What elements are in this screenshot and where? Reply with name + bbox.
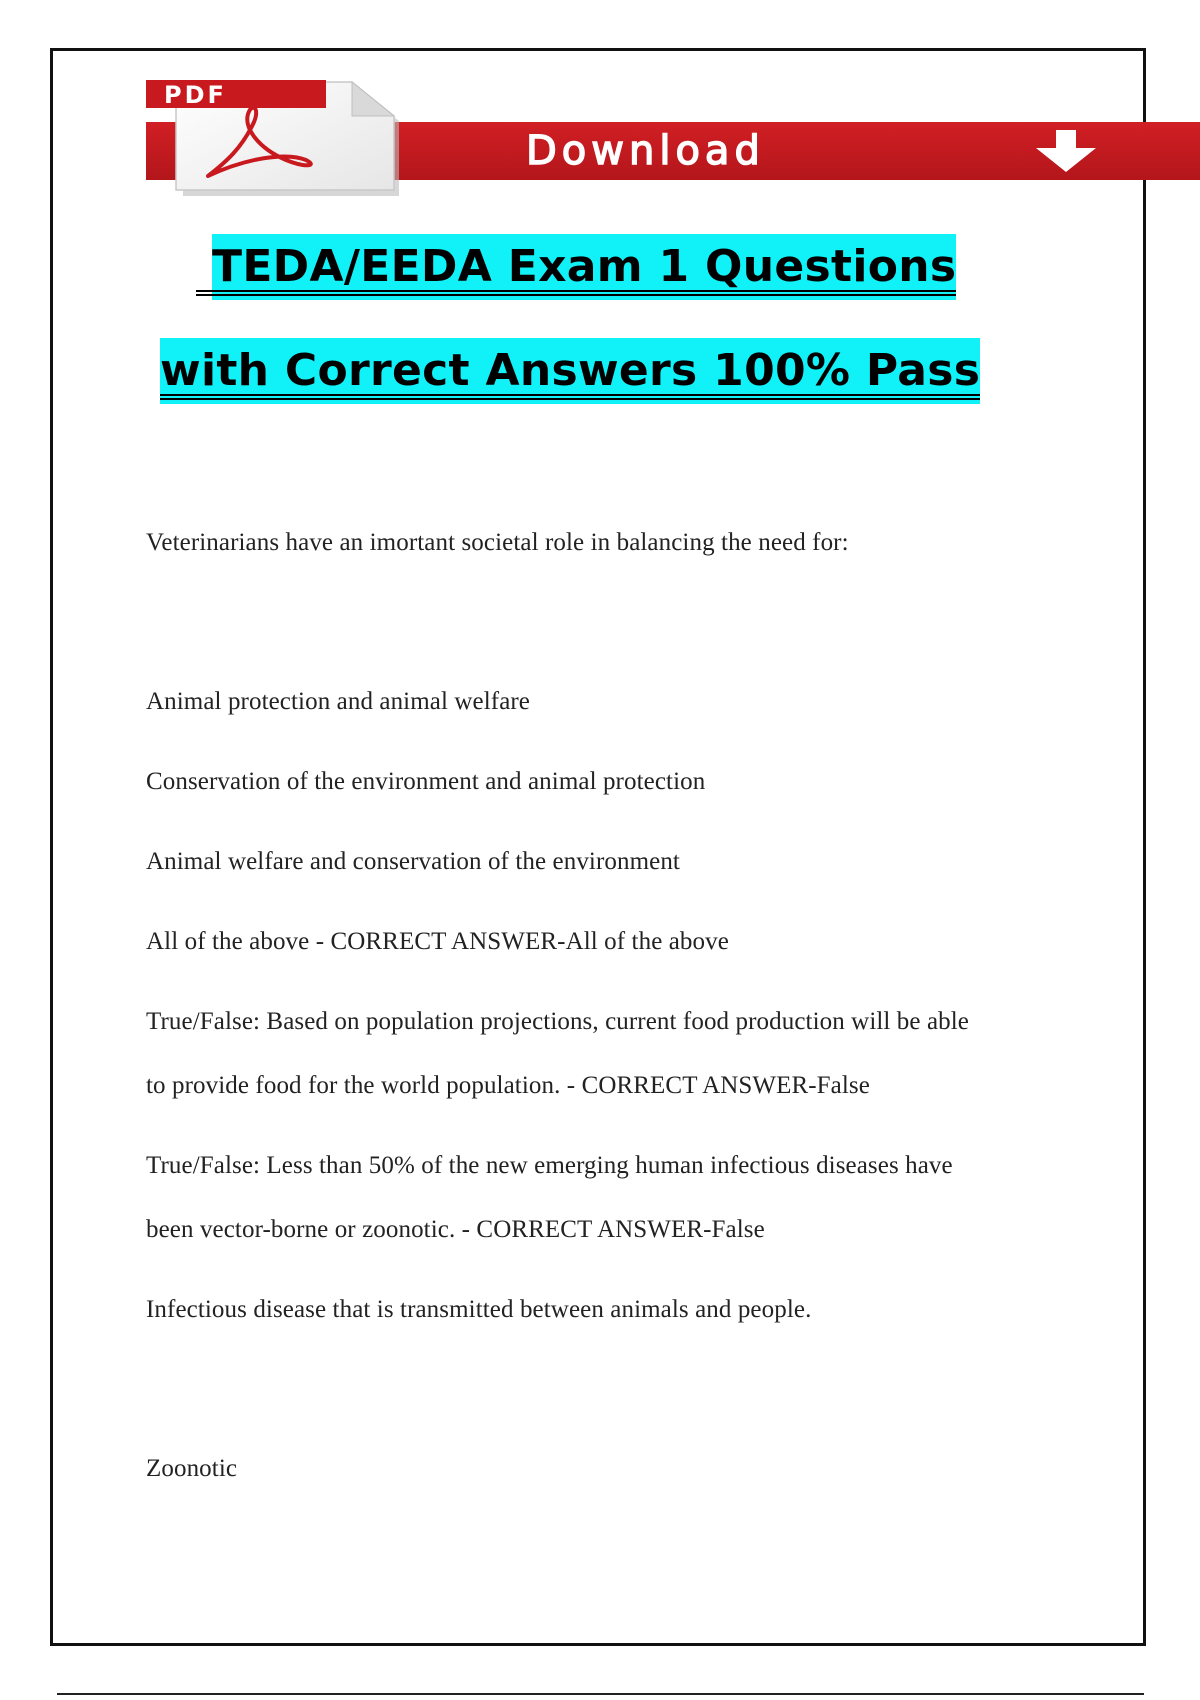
- pdf-document-icon: [146, 78, 406, 196]
- question-2-line-1: True/False: Based on population projections, current food production will be able: [146, 1008, 969, 1035]
- question-1-option-d-answer: All of the above - CORRECT ANSWER-All of the above: [146, 928, 729, 955]
- question-4-answer: Zoonotic: [146, 1455, 238, 1482]
- question-1-option-b: Conservation of the environment and animal protection: [146, 768, 706, 795]
- download-arrow-icon: [1030, 128, 1102, 174]
- question-4-prompt: Infectious disease that is transmitted between animals and people.: [146, 1296, 812, 1323]
- bottom-rule: [57, 1693, 1144, 1695]
- question-3-line-1: True/False: Less than 50% of the new emerging human infectious diseases have: [146, 1152, 953, 1179]
- download-label: Download: [526, 128, 765, 174]
- question-2-line-2-answer: to provide food for the world population. - CORRECT ANSWER-False: [146, 1072, 870, 1099]
- document-title-line-2: with Correct Answers 100% Pass: [160, 338, 980, 404]
- question-1-prompt: Veterinarians have an imortant societal role in balancing the need for:: [146, 529, 849, 556]
- document-title-line-1: TEDA/EEDA Exam 1 Questions: [212, 234, 956, 300]
- pdf-badge-text: PDF: [164, 81, 227, 109]
- download-banner[interactable]: [146, 78, 1200, 198]
- title-underline-lead: [196, 234, 212, 300]
- question-1-option-a: Animal protection and animal welfare: [146, 688, 531, 715]
- question-3-line-2-answer: been vector-borne or zoonotic. - CORRECT ANSWER-False: [146, 1216, 765, 1243]
- question-1-option-c: Animal welfare and conservation of the environment: [146, 848, 680, 875]
